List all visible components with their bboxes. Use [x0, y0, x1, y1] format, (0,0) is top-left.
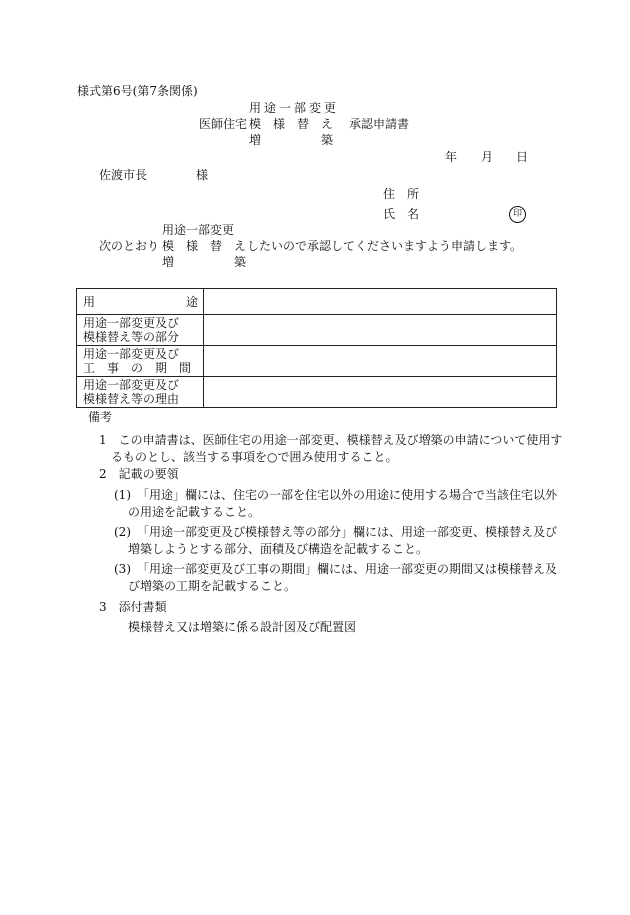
note-2-2-line1: (2) 「用途一部変更及び模様替え等の部分」欄には、用途一部変更、模様替え及び [114, 525, 558, 539]
body-prefix: 次のとおり [99, 239, 160, 253]
table-row [77, 315, 557, 346]
note-3: 3 添付書類 [99, 600, 167, 614]
body-alt-top: 用途一部変更 [162, 223, 235, 237]
address-label: 住 所 [383, 187, 420, 201]
note-1-line2: るものとし、該当する事項を○で囲み使用すること。 [111, 450, 398, 464]
note-2-2-line2: 増築しようとする部分、面積及び構造を記載すること。 [128, 542, 429, 556]
row-value-part[interactable] [204, 315, 557, 346]
row-label-period: 用途一部変更及び 工 事 の 期 間 [77, 346, 204, 377]
table-row [77, 289, 557, 315]
body-suffix: したいので承認してくださいますよう申請します。 [247, 239, 523, 253]
form-number: 様式第6号(第7条関係) [77, 84, 198, 98]
row-value-reason[interactable] [204, 377, 557, 408]
title-alt-top: 用途一部変更 [249, 101, 340, 115]
title-alt-bottom: 増 築 [249, 133, 334, 147]
note-2-1-line2: の用途を記載すること。 [128, 505, 261, 519]
title-suffix: 承認申請書 [349, 117, 410, 131]
note-2-1-line1: (1) 「用途」欄には、住宅の一部を住宅以外の用途に使用する場合で当該住宅以外 [114, 488, 558, 502]
table-row [77, 377, 557, 408]
table-row [77, 346, 557, 377]
note-3-text: 模様替え又は増築に係る設計図及び配置図 [128, 620, 357, 634]
note-2: 2 記載の要領 [99, 467, 179, 481]
application-table [76, 288, 557, 408]
seal-icon: 印 [509, 206, 526, 223]
body-alt-bottom: 増 築 [162, 255, 247, 269]
note-1-line1: 1 この申請書は、医師住宅の用途一部変更、模様替え及び増築の申請について使用す [99, 433, 563, 447]
addressee-honorific: 様 [196, 168, 209, 182]
title-alt-mid: 模 様 替 え [249, 117, 334, 131]
note-2-3-line1: (3) 「用途一部変更及び工事の期間」欄には、用途一部変更の期間又は模様替え及 [114, 562, 558, 576]
date-month: 月 [481, 150, 494, 164]
name-label: 氏 名 [383, 207, 420, 221]
addressee-name: 佐渡市長 [99, 168, 148, 182]
row-value-use[interactable] [204, 289, 557, 315]
body-alt-mid: 模 様 替 え [162, 239, 247, 253]
row-label-reason: 用途一部変更及び 模様替え等の理由 [77, 377, 204, 408]
row-value-period[interactable] [204, 346, 557, 377]
row-label-part: 用途一部変更及び 模様替え等の部分 [77, 315, 204, 346]
title-subject: 医師住宅 [199, 117, 248, 131]
row-label-use: 用 途 [77, 289, 204, 315]
note-2-3-line2: び増築の工期を記載すること。 [128, 579, 297, 593]
notes-heading: 備考 [88, 410, 113, 424]
date-day: 日 [516, 150, 529, 164]
date-year: 年 [445, 150, 458, 164]
